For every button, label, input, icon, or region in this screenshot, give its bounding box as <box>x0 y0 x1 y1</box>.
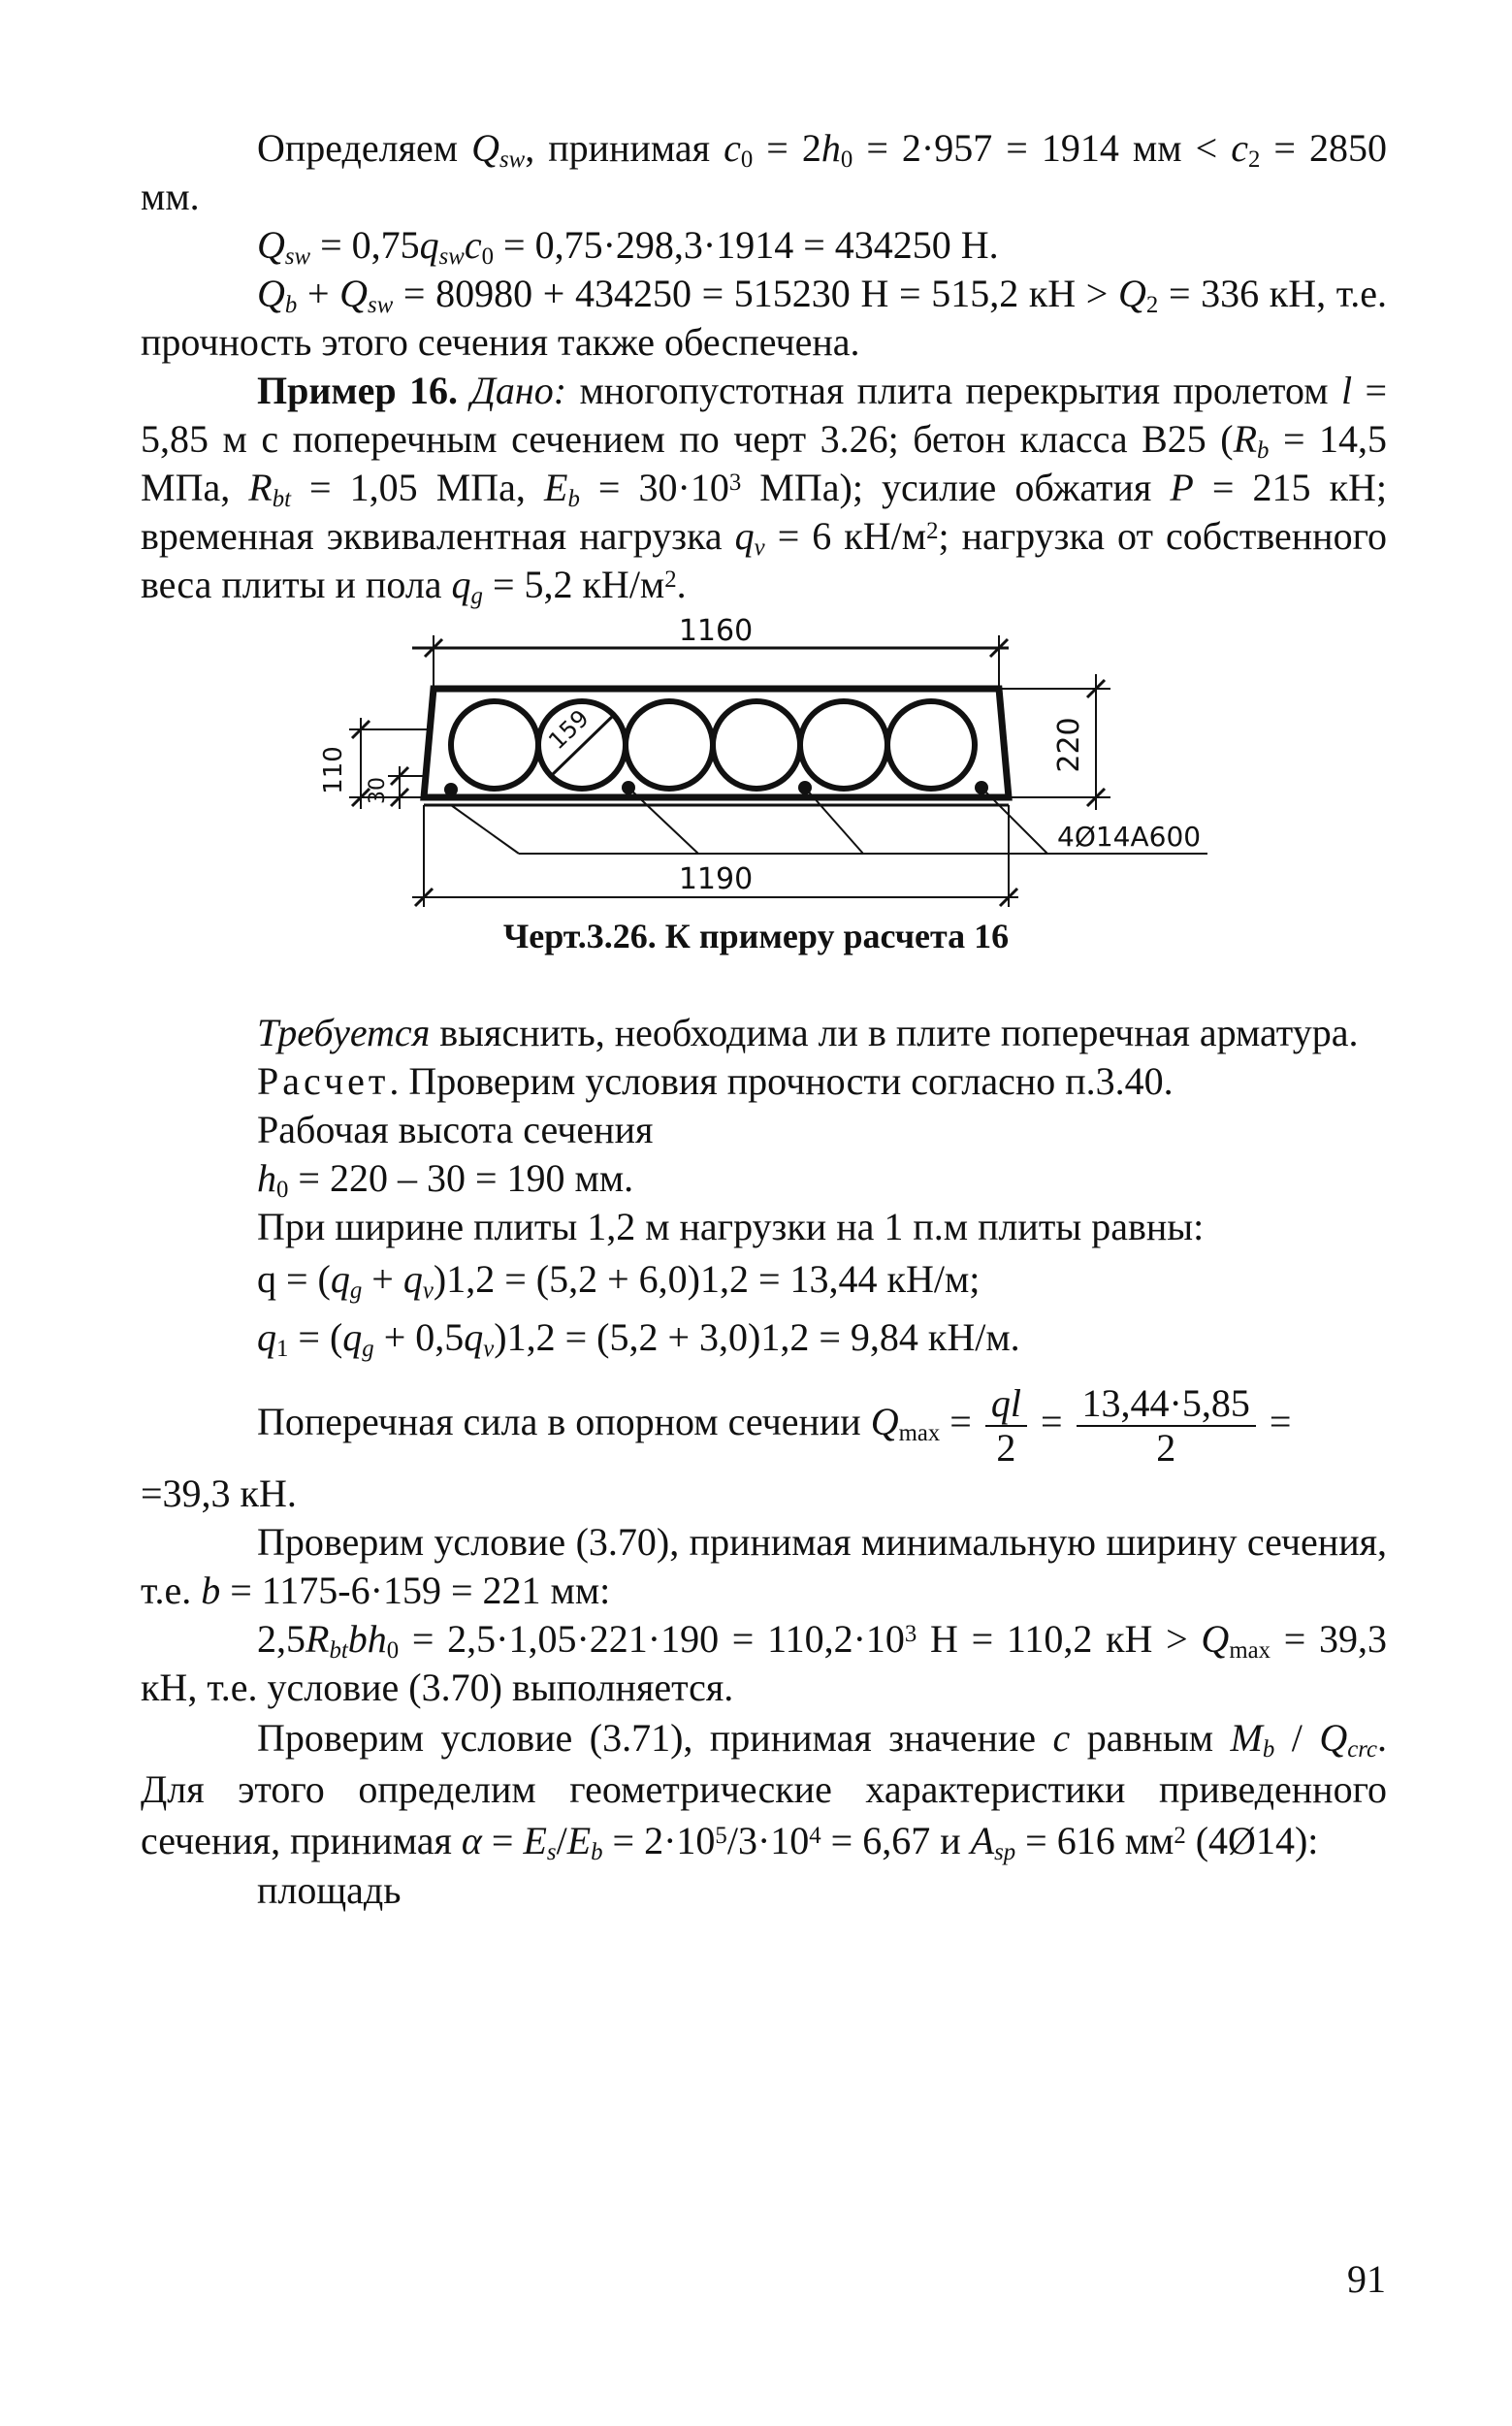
paragraph-1: Определяем $Q_{sw}$, принимая $c_0 = 2h_0 = 2\cdot 957 = 1914$ мм < $c_2 = 2850$ мм. <box>141 126 1387 218</box>
formula-h0: $h_0 = 220 - 30 = 190$ мм. <box>257 1156 634 1204</box>
rebar-3 <box>798 781 812 794</box>
qmax-result: =39,3 кН. <box>141 1471 297 1515</box>
void-circle-6 <box>887 701 975 789</box>
paragraph-check-370: $2,5R_{bt}bh_0 = 2,5\cdot 1,05\cdot 221\cdot 190 = 110,2\cdot 10^3$ Н = 110,2 кН > $Q_{max} = 39,3$ кН, т.е. условие (3.70) выполняется. <box>141 1616 1387 1709</box>
void-circle-3 <box>626 701 713 789</box>
dim-label-159: 159 <box>543 704 595 756</box>
calculation-block <box>141 1009 1387 1915</box>
rebar-2 <box>622 781 635 794</box>
page-number: 91 <box>1347 2257 1386 2301</box>
rebar-label: 4Ø14А600 <box>1057 821 1202 853</box>
paragraph-condition-371: Проверим условие (3.71), принимая значение c равным $M_b / Q_{crc}$. Для этого определим геометрические характеристики приведенного сечения, принимая $\alpha = E_s/E_b = 2\cdot 10^5/3\cdot 10^4 = 6,67$ и $A_{sp} = 616$ $мм^2$ (4Ø14): <box>141 1715 1387 1865</box>
dim-label-1190: 1190 <box>678 862 754 896</box>
paragraph-condition-370: Проверим условие (3.70), принимая минимальную ширину сечения, т.е. b = 1175-6·159 = 221 мм: <box>141 1519 1387 1612</box>
void-circle-5 <box>800 701 887 789</box>
rebar-4 <box>975 781 988 794</box>
paragraph-3: $Q_b + Q_{sw} = 80980 + 434250 = 515230$ Н = 515,2 кН > $Q_2 = 336$ кН, т.е. прочность этого сечения также обеспечена. <box>141 272 1388 364</box>
fraction-ql-2: $\frac{ql}{2}$ <box>985 1382 1027 1470</box>
figure-caption: Черт.3.26. К примеру расчета 16 <box>502 917 1010 955</box>
paragraph-calculation: Расчет. Проверим условия прочности согласно п.3.40. <box>257 1059 1174 1103</box>
paragraph-required: Требуется выяснить, необходима ли в плите поперечная арматура. <box>257 1011 1359 1054</box>
rebar-1 <box>444 783 458 796</box>
void-circle-1 <box>451 701 538 789</box>
formula-q: $q = (q_g + q_v)1,2 = (5,2 + 6,0)1,2 = 13,44$ кН/м; <box>257 1257 981 1305</box>
slab-cross-section-figure <box>291 611 1241 912</box>
paragraph-working-height: Рабочая высота сечения <box>257 1108 654 1151</box>
dim-label-30: 30 <box>366 777 390 804</box>
dim-label-110: 110 <box>319 746 348 794</box>
fraction-values: $\frac{13,44\cdot 5,85}{2}$ <box>1077 1382 1256 1470</box>
void-circle-4 <box>713 701 800 789</box>
formula-q1: $q_1 = (q_g + 0,5q_v)1,2 = (5,2 + 3,0)1,2 = 9,84$ кН/м. <box>257 1315 1020 1363</box>
paragraph-loads: При ширине плиты 1,2 м нагрузки на 1 п.м плиты равны: <box>257 1205 1205 1248</box>
formula-qsw: $Q_{sw} = 0,75q_{sw}c_0 = 0,75\cdot 298,3\cdot 1914 = 434250$ Н. <box>257 223 999 271</box>
formula-qmax: Поперечная сила в опорном сечении $Q_{max}$ = $\frac{ql}{2}$ = $\frac{13,44\cdot 5,85}{2}$ = <box>257 1380 1292 1470</box>
dim-label-220: 220 <box>1052 717 1086 773</box>
intro-block <box>141 124 1387 609</box>
example-16-paragraph: Пример 16. Дано: многопустотная плита перекрытия пролетом l = 5,85 м с поперечным сечением по черт 3.26; бетон класса В25 ($R_b = 14,5$ МПа, $R_{bt} = 1,05$ МПа, $E_b = 30\cdot 10^3$ МПа); усилие обжатия P = 215 кН; временная эквивалентная нагрузка $q_v = 6$ $кН/м^2$; нагрузка от собственного веса плиты и пола $q_g = 5,2$ $кН/м^2$. <box>141 369 1388 610</box>
paragraph-area: площадь <box>257 1867 402 1912</box>
dim-label-1160: 1160 <box>678 614 754 648</box>
